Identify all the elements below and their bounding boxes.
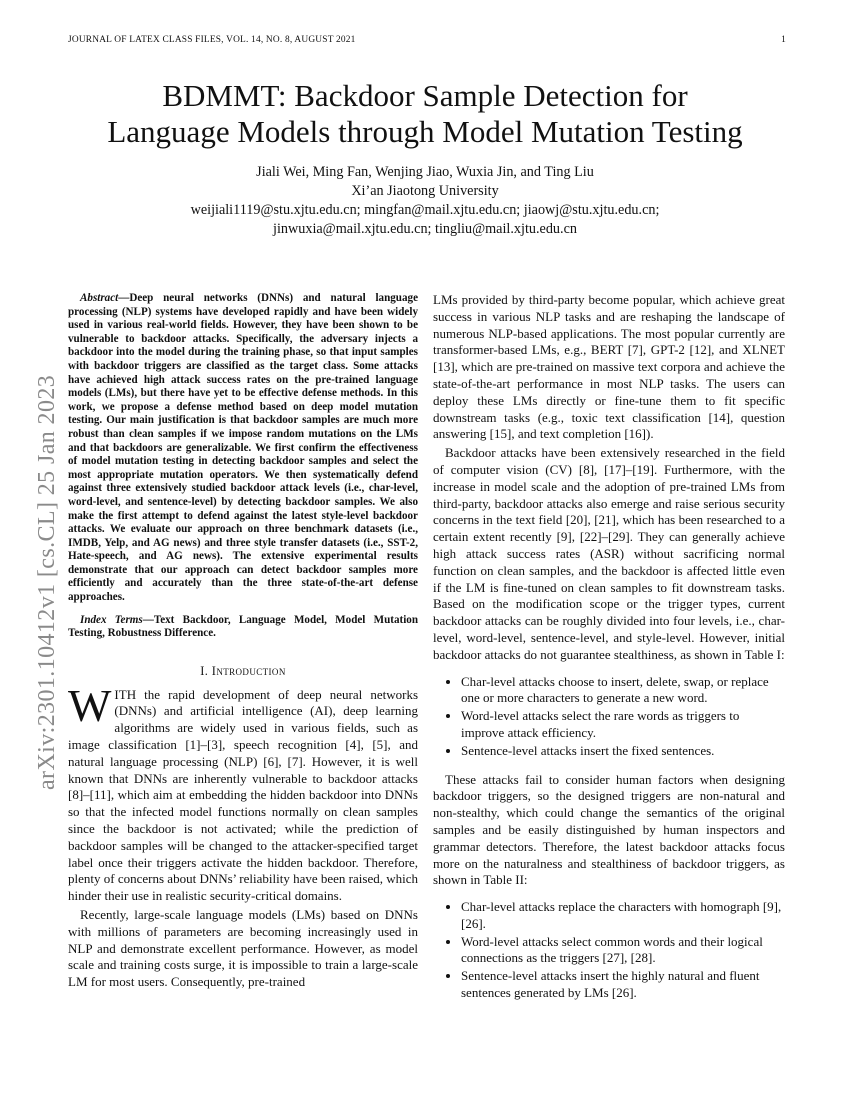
abstract-lead: Abstract: [80, 292, 119, 304]
list-item: • Word-level attacks select the rare words as triggers to improve attack efficiency.: [461, 708, 785, 742]
bullet-list-table-1: [433, 674, 785, 760]
list-item: • Char-level attacks choose to insert, delete, swap, or replace one or more characters to generate a new word.: [461, 674, 785, 708]
abstract-text: —Deep neural networks (DNNs) and natural language processing (NLP) systems have developed rapidly and have been widely used in various real-world fields. However, they have been shown to be vulnerable to backdoor attacks. Specifically, the adversary injects a backdoor into the model during the training phase, so that input samples with backdoor triggers are classified as the target class. Some attacks have achieved high attack success rates on the pre-trained language models (LMs), but there have yet to be effective defense methods. In this work, we propose a defense method based on deep model mutation testing. Our main justification is that backdoor samples are much more robust than clean samples if we impose random mutations on the LMs and that backdoors are generalizable. We first confirm the effectiveness of model mutation testing in detecting backdoor samples and select the most appropriate mutation operators. We then systematically defend against three extensively studied backdoor attack levels (i.e., char-level, word-level, and sentence-level) by detecting backdoor samples. We also make the first attempt to defend against the latest style-level backdoor attacks. We evaluate our approach on three benchmark datasets (i.e., IMDB, Yelp, and AG news) and three style transfer datasets (i.e., SST-2, Hate-speech, and AG news). The extensive experimental results demonstrate that our approach can detect backdoor samples more efficiently and accurately than the three state-of-the-art defense approaches.: [68, 292, 418, 604]
drop-cap: W: [68, 679, 112, 731]
intro-paragraph-1-text: ITH the rapid development of deep neural networks (DNNs) and artificial intelligence (AI), deep learning algorithms are widely used in various fields, such as image classification [1]–[3], speech recognition [4], [5], and natural language processing (NLP) [6], [7]. However, it is well known that DNNs are inherently vulnerable to backdoor attacks [8]–[11], which aim at embedding the hidden backdoor into DNNs so that the infected model functions normally on clean samples since the backdoor is not activated; while the prediction of backdoor samples will be changed to the attacker-specified target label once their triggers activate the hidden backdoor. Therefore, plenty of concerns about DNNs’ reliability have been raised, which hinder their use in realistic security-critical domains.: [68, 686, 418, 904]
intro-paragraph-5: These attacks fail to consider human factors when designing backdoor triggers, so the designed triggers are non-natural and non-stealthy, which could change the semantics of the original samples and be easily distinguished by human inspectors and grammar detectors. Therefore, the latest backdoor attacks focus more on the naturalness and stealthiness of backdoor triggers, as shown in Table II:: [433, 771, 785, 888]
section-number: I.: [200, 663, 209, 678]
author-emails-line-2: jinwuxia@mail.xjtu.edu.cn; tingliu@mail.xjtu.edu.cn: [273, 221, 577, 237]
list-item: • Char-level attacks replace the characters with homograph [9], [26].: [461, 899, 785, 933]
bullet-list-table-2: [433, 899, 785, 1002]
left-column: [68, 292, 418, 991]
intro-paragraph-2: Recently, large-scale language models (LMs) based on DNNs with millions of parameters are becoming increasingly used in NLP and demonstrate excellent performance. However, as model scale and training costs surge, it is impossible to train a large-scale LM for most users. Consequently, pre-trained: [68, 907, 418, 990]
intro-paragraph-3: LMs provided by third-party become popular, which achieve great success in various NLP tasks and are reshaping the landscape of numerous NLP-based applications. The most popular currently are transformer-based LMs, e.g., BERT [7], GPT-2 [12], and XLNET [13], which are pre-trained on massive text corpora and achieve the state-of-the-art performance in most NLP tasks. The users can deploy these LMs directly or fine-tune them to fit specific downstream tasks (e.g., toxic text classification [14], question answering [15], and text completion [16]).: [433, 292, 785, 442]
running-head: [68, 35, 786, 49]
author-names: Jiali Wei, Ming Fan, Wenjing Jiao, Wuxia Jin, and Ting Liu: [256, 164, 594, 180]
intro-paragraph-1: [68, 679, 418, 905]
section-heading: [68, 663, 418, 680]
author-affiliation: Xi’an Jiaotong University: [351, 183, 499, 199]
list-item: • Sentence-level attacks insert the fixed sentences.: [461, 743, 785, 760]
section-title: Introduction: [211, 663, 286, 678]
index-terms: [68, 614, 418, 641]
arxiv-identifier-stamp: arXiv:2301.10412v1 [cs.CL] 25 Jan 2023: [34, 374, 60, 790]
intro-paragraph-4: Backdoor attacks have been extensively researched in the field of computer vision (CV) [8], [17]–[19]. Furthermore, with the increase in model scale and the adoption of pre-trained LMs from third-party, backdoor attacks also emerge and raise serious security concerns in the text field [20], [21], which has been researched to a certain extent recently [9], [22]–[29]. They can generally achieve high attack success rates (ASR) without sacrificing normal function on clean samples, and the backdoor is affected little even if the LM is fine-tuned on clean samples to fit downstream tasks. Based on the modification scope or the trigger types, current backdoor attacks can be roughly divided into four levels, i.e., char-level, word-level, sentence-level, and style-level. However, initial backdoor attacks do not guarantee stealthiness, as shown in Table I:: [433, 445, 785, 662]
index-terms-text: —Text Backdoor, Language Model, Model Mutation Testing, Robustness Difference.: [68, 613, 419, 640]
list-item: • Word-level attacks select common words and their logical connections as the triggers [27], [28].: [461, 934, 785, 968]
right-column: [433, 292, 785, 1014]
author-block: [60, 163, 790, 239]
index-terms-lead: Index Terms: [80, 613, 143, 626]
list-item: • Sentence-level attacks insert the highly natural and fluent sentences generated by LMs [26].: [461, 968, 785, 1002]
author-emails-line-1: weijiali1119@stu.xjtu.edu.cn; mingfan@mail.xjtu.edu.cn; jiaowj@stu.xjtu.edu.cn;: [190, 202, 660, 218]
title-line-2: Language Models through Model Mutation Testing: [107, 114, 743, 149]
page-number: 1: [781, 35, 786, 45]
paper-title: [60, 78, 790, 150]
abstract: [68, 292, 418, 605]
journal-name: JOURNAL OF LATEX CLASS FILES, VOL. 14, NO. 8, AUGUST 2021: [68, 35, 356, 45]
title-line-1: BDMMT: Backdoor Sample Detection for: [162, 78, 688, 113]
